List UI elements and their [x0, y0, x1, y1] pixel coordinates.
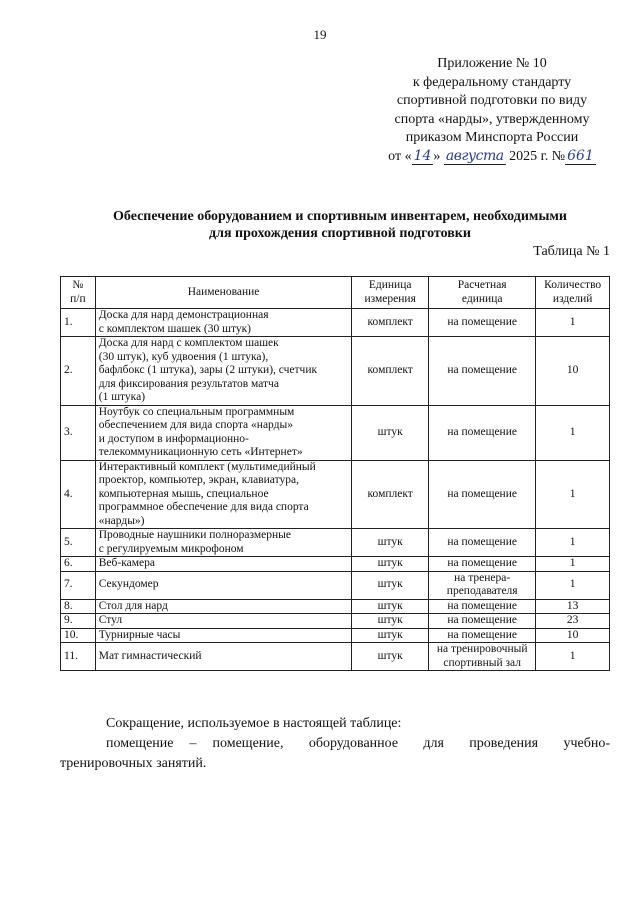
handwritten-month: августа — [445, 147, 504, 164]
cell-no: 6. — [61, 557, 96, 572]
cell-unit: штук — [352, 643, 429, 671]
footnote-heading: Сокращение, используемое в настоящей таблице: — [106, 716, 402, 731]
table-row — [61, 309, 610, 337]
cell-no: 9. — [61, 614, 96, 629]
table-row — [61, 405, 610, 460]
cell-unit: штук — [352, 557, 429, 572]
header-qty: Количество изделий — [536, 277, 610, 309]
cell-unit: штук — [352, 405, 429, 460]
header-unit: Единица измерения — [352, 277, 429, 309]
footnote-dash: – — [189, 736, 197, 751]
cell-no: 10. — [61, 628, 96, 643]
cell-unit: штук — [352, 628, 429, 643]
table-row — [61, 337, 610, 406]
cell-qty: 23 — [536, 614, 610, 629]
cell-name: Мат гимнастический — [95, 643, 352, 671]
cell-qty: 1 — [536, 571, 610, 599]
table-row — [61, 628, 610, 643]
quote-close: » — [433, 148, 441, 164]
table-row — [61, 460, 610, 529]
cell-qty: 1 — [536, 529, 610, 557]
cell-calc: на помещение — [429, 460, 536, 529]
appendix-line: спортивной подготовки по виду — [396, 93, 588, 109]
cell-no: 7. — [61, 571, 96, 599]
cell-name: Стол для нард — [95, 599, 352, 614]
cell-qty: 1 — [536, 309, 610, 337]
cell-name: Веб-камера — [95, 557, 352, 572]
cell-qty: 10 — [536, 628, 610, 643]
year-text: 2025 г. № — [509, 148, 566, 164]
cell-calc: на помещение — [429, 529, 536, 557]
footnote-term: помещение — [106, 736, 174, 751]
cell-name: Турнирные часы — [95, 628, 352, 643]
cell-qty: 10 — [536, 337, 610, 406]
cell-no: 5. — [61, 529, 96, 557]
table-row — [61, 557, 610, 572]
table-row — [61, 599, 610, 614]
cell-qty: 13 — [536, 599, 610, 614]
cell-calc: на помещение — [429, 614, 536, 629]
cell-name: Стул — [95, 614, 352, 629]
table-row — [61, 529, 610, 557]
cell-unit: штук — [352, 571, 429, 599]
date-prefix: от « — [388, 148, 412, 164]
cell-qty: 1 — [536, 557, 610, 572]
cell-no: 8. — [61, 599, 96, 614]
cell-unit: штук — [352, 599, 429, 614]
cell-calc: на помещение — [429, 599, 536, 614]
table-body — [61, 309, 610, 671]
cell-name: Доска для нард с комплектом шашек (30 штук), куб удвоения (1 штука), бафлбокс (1 штука), зары (2 штуки), счетчик для фиксирования результатов матча (1 штука) — [95, 337, 352, 406]
appendix-header — [372, 55, 612, 167]
cell-unit: штук — [352, 529, 429, 557]
cell-name: Проводные наушники полноразмерные с регулируемым микрофоном — [95, 529, 352, 557]
table-header-row — [61, 277, 610, 309]
header-name: Наименование — [95, 277, 352, 309]
order-date-line — [372, 148, 612, 167]
header-calc: Расчетная единица — [429, 277, 536, 309]
page-number: 19 — [313, 27, 327, 42]
title-line: для прохождения спортивной подготовки — [209, 226, 471, 241]
appendix-line: к федеральному стандарту — [412, 74, 572, 90]
header-no: № п/п — [61, 277, 96, 309]
cell-unit: комплект — [352, 337, 429, 406]
cell-qty: 1 — [536, 405, 610, 460]
title-line: Обеспечение оборудованием и спортивным инвентарем, необходимыми — [113, 209, 567, 224]
cell-no: 11. — [61, 643, 96, 671]
footnote-definition-text: помещение, оборудованное для проведения учебно-тренировочных занятий. — [60, 736, 610, 771]
cell-calc: на помещение — [429, 309, 536, 337]
cell-name: Секундомер — [95, 571, 352, 599]
appendix-line: спорта «нарды», утвержденному — [394, 111, 590, 127]
footnote-definition — [60, 734, 610, 774]
cell-qty: 1 — [536, 460, 610, 529]
cell-calc: на тренировочный спортивный зал — [429, 643, 536, 671]
handwritten-order-number: 661 — [567, 147, 594, 164]
cell-no: 3. — [61, 405, 96, 460]
appendix-line: Приложение № 10 — [437, 56, 547, 71]
document-title — [40, 208, 640, 242]
table-row — [61, 571, 610, 599]
cell-unit: штук — [352, 614, 429, 629]
cell-calc: на тренера- преподавателя — [429, 571, 536, 599]
cell-name: Интерактивный комплект (мультимедийный проектор, компьютер, экран, клавиатура, компьютерная мышь, специальное программное обеспечение для вида спорта «нарды») — [95, 460, 352, 529]
cell-qty: 1 — [536, 643, 610, 671]
cell-no: 1. — [61, 309, 96, 337]
table-row — [61, 643, 610, 671]
cell-name: Доска для нард демонстрационная с комплектом шашек (30 штук) — [95, 309, 352, 337]
cell-calc: на помещение — [429, 337, 536, 406]
cell-name: Ноутбук со специальным программным обеспечением для вида спорта «нарды» и доступом в информационно- телекоммуникационную сеть «Интернет» — [95, 405, 352, 460]
cell-calc: на помещение — [429, 557, 536, 572]
table-row — [61, 614, 610, 629]
equipment-table — [60, 276, 610, 671]
cell-calc: на помещение — [429, 628, 536, 643]
table-caption: Таблица № 1 — [533, 244, 610, 259]
cell-unit: комплект — [352, 309, 429, 337]
footnote — [60, 714, 610, 774]
cell-no: 4. — [61, 460, 96, 529]
cell-no: 2. — [61, 337, 96, 406]
handwritten-day: 14 — [413, 147, 432, 164]
appendix-line: приказом Минспорта России — [405, 130, 579, 146]
cell-unit: комплект — [352, 460, 429, 529]
cell-calc: на помещение — [429, 405, 536, 460]
